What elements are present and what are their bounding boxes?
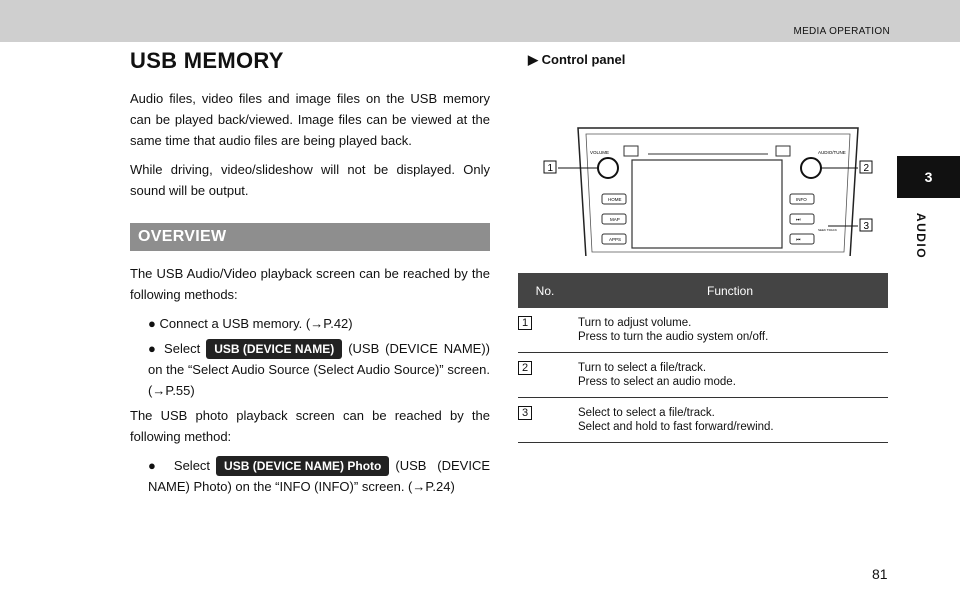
info-label: INFO <box>796 197 807 202</box>
header-function: Function <box>572 273 888 308</box>
chapter-label-text: AUDIO <box>914 212 929 260</box>
triangle-icon: ▶ <box>528 52 538 67</box>
function-table <box>518 273 888 443</box>
bullet-select-post: (USB (DEVICE NAME)) on the “Select Audio Source (Select Audio Source)” screen. (→P.55) <box>148 341 491 398</box>
control-panel-title <box>528 52 888 68</box>
overview-heading: OVERVIEW <box>130 223 490 251</box>
paragraph-methods: The USB Audio/Video playback screen can be reached by the following methods: <box>130 266 490 302</box>
seek-forward-icon: ⏭ <box>796 217 801 223</box>
row-function: Turn to adjust volume. Press to turn the audio system on/off. <box>572 308 888 353</box>
chapter-label <box>916 207 936 267</box>
row-number: 1 <box>518 308 572 353</box>
page-title: USB MEMORY <box>130 48 284 73</box>
bullet-select-pre: Select <box>164 341 201 356</box>
callout-2: 2 <box>863 163 870 174</box>
audio-tune-label: AUDIO/TUNE <box>818 150 846 155</box>
map-label: MAP <box>610 217 620 222</box>
bullet-select-photo: ● Select USB (DEVICE NAME) Photo (USB (DEVICE NAME) Photo) on the “INFO (INFO)” screen. (→P.24) <box>148 458 491 494</box>
callout-1: 1 <box>547 163 554 174</box>
usb-photo-button: USB (DEVICE NAME) Photo <box>216 456 389 476</box>
paragraph-photo: The USB photo playback screen can be reached by the following method: <box>130 408 490 444</box>
row-number: 3 <box>518 398 572 443</box>
control-panel-section <box>528 52 888 246</box>
bullet-connect-text: Connect a USB memory. (→P.42) <box>159 316 353 331</box>
bullet-photo-post: (USB (DEVICE NAME) Photo) on the “INFO (INFO)” screen. (→P.24) <box>148 458 491 494</box>
apps-label: APPS <box>609 237 622 242</box>
table-row <box>518 398 888 443</box>
page-number: 81 <box>872 566 888 582</box>
callout-3: 3 <box>863 221 870 232</box>
seek-track-label: SEEK TRACK <box>818 228 837 232</box>
bullet-connect: ● Connect a USB memory. (→P.42) <box>148 316 353 331</box>
section-header: MEDIA OPERATION <box>793 26 890 37</box>
paragraph-intro: Audio files, video files and image files on the USB memory can be played back/viewed. Image files can be viewed at the same time that audio files are being played back. <box>130 91 490 148</box>
header-no: No. <box>518 273 572 308</box>
row-function: Turn to select a file/track. Press to select an audio mode. <box>572 353 888 398</box>
usb-device-button: USB (DEVICE NAME) <box>206 339 342 359</box>
bullet-select-usb: ● Select USB (DEVICE NAME) (USB (DEVICE NAME)) on the “Select Audio Source (Select Audio Source)” screen. (→P.55) <box>148 341 491 398</box>
chapter-tab: 3 <box>897 156 960 198</box>
seek-back-icon: ⏮ <box>796 237 801 243</box>
bullet-photo-pre: Select <box>173 458 211 473</box>
main-content <box>130 48 490 501</box>
home-label: HOME <box>608 197 622 202</box>
row-number: 2 <box>518 353 572 398</box>
head-unit-illustration <box>528 76 888 256</box>
control-panel-figure <box>528 76 888 246</box>
paragraph-driving: While driving, video/slideshow will not be displayed. Only sound will be output. <box>130 162 490 198</box>
table-row <box>518 353 888 398</box>
volume-label: VOLUME <box>590 150 610 155</box>
row-function: Select to select a file/track. Select and hold to fast forward/rewind. <box>572 398 888 443</box>
table-row <box>518 308 888 353</box>
control-panel-title-text: Control panel <box>541 52 626 67</box>
